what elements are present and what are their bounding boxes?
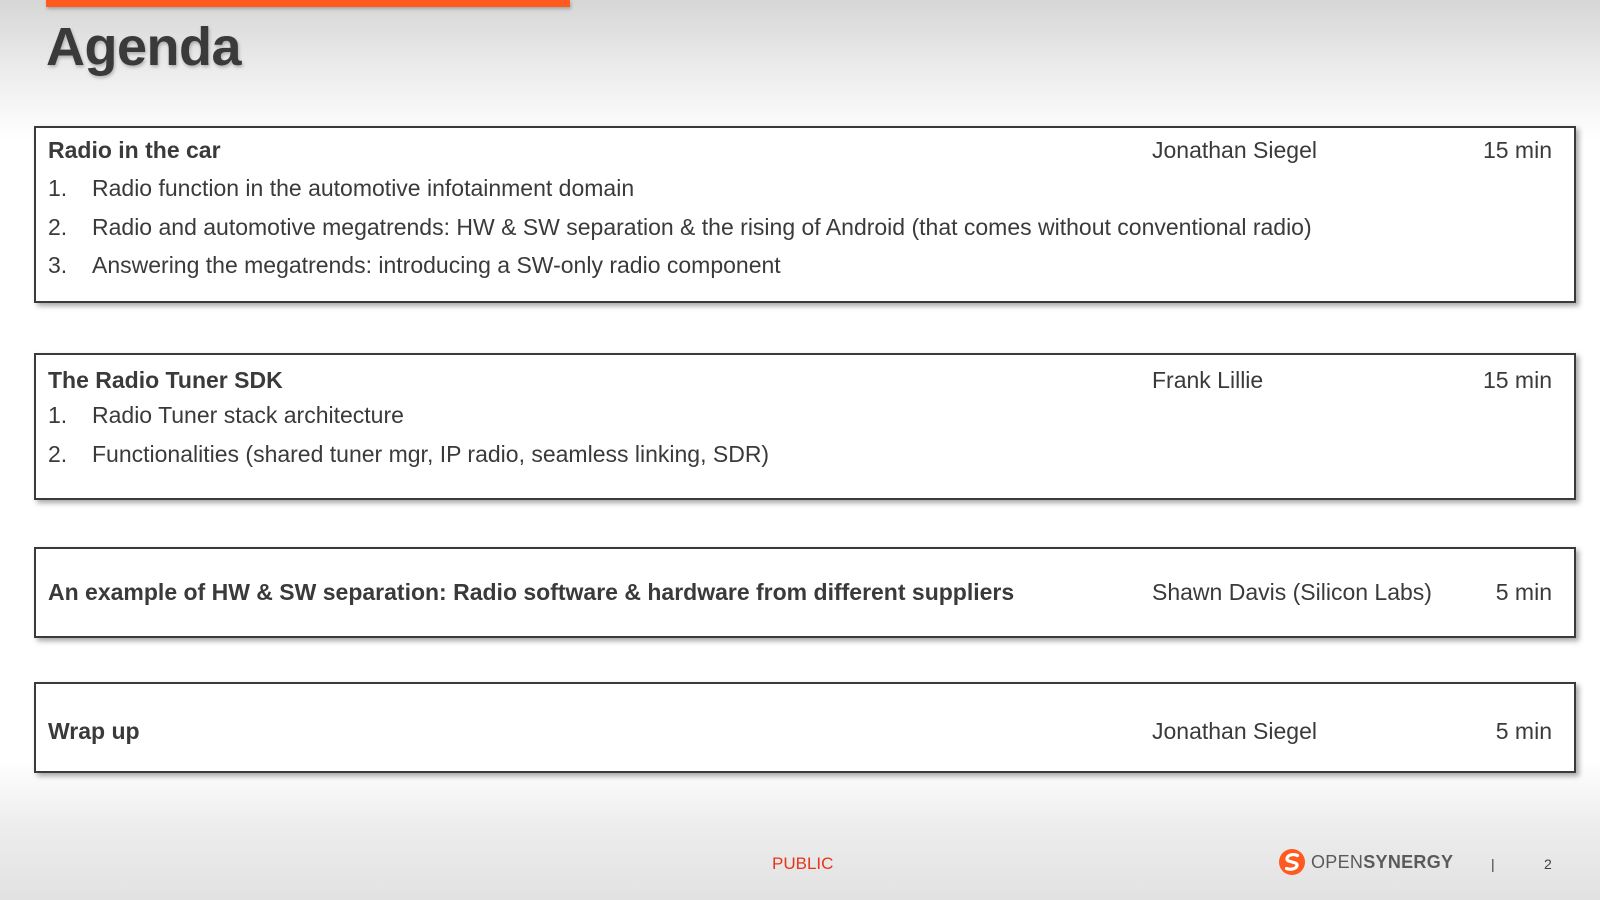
session-presenter: Shawn Davis (Silicon Labs) <box>1152 579 1432 605</box>
agenda-session-wrap-up <box>34 682 1576 773</box>
session-header <box>48 137 1552 167</box>
list-item <box>48 173 1552 212</box>
session-duration: 15 min <box>1482 137 1552 163</box>
list-item-number: 2. <box>48 213 68 240</box>
list-item-number: 2. <box>48 440 68 467</box>
agenda-session-hw-sw-separation <box>34 547 1576 638</box>
list-item <box>48 250 1552 289</box>
session-header <box>48 367 1552 397</box>
list-item-number: 1. <box>48 175 68 201</box>
session-title: Radio in the car <box>48 137 221 163</box>
list-item-number: 3. <box>48 252 68 278</box>
logo-wordmark <box>1311 852 1453 873</box>
session-title: Wrap up <box>48 718 140 744</box>
session-duration: 5 min <box>1495 718 1552 744</box>
list-item-text: Radio and automotive megatrends: HW & SW separation & the rising of Android (that comes without conventional radio) <box>92 213 1312 240</box>
list-item <box>48 439 1552 478</box>
classification-label: PUBLIC <box>772 854 834 873</box>
list-item-text: Radio Tuner stack architecture <box>92 402 404 428</box>
list-item-text: Answering the megatrends: introducing a SW-only radio component <box>92 252 781 278</box>
session-header <box>48 718 1552 748</box>
list-item-text: Functionalities (shared tuner mgr, IP radio, seamless linking, SDR) <box>92 440 770 467</box>
title-accent-bar <box>46 0 570 7</box>
session-duration: 15 min <box>1482 367 1552 393</box>
page-title: Agenda <box>46 17 242 77</box>
list-item-number: 1. <box>48 402 68 428</box>
session-title: An example of HW & SW separation: Radio software & hardware from different suppliers <box>48 579 1015 605</box>
agenda-session-radio-in-car <box>34 126 1576 303</box>
session-header <box>48 579 1552 609</box>
session-presenter: Frank Lillie <box>1152 367 1264 393</box>
list-item <box>48 212 1552 251</box>
session-topic-list <box>48 173 1552 289</box>
company-logo <box>1278 848 1453 876</box>
session-duration: 5 min <box>1495 579 1552 605</box>
page-number: 2 <box>1544 856 1552 872</box>
session-topic-list <box>48 400 1552 477</box>
list-item-text: Radio function in the automotive infotainment domain <box>92 175 635 201</box>
footer-separator: | <box>1491 856 1495 872</box>
session-presenter: Jonathan Siegel <box>1152 718 1317 744</box>
session-title: The Radio Tuner SDK <box>48 367 283 393</box>
agenda-session-radio-tuner-sdk <box>34 353 1576 500</box>
list-item <box>48 400 1552 439</box>
logo-wordmark-open: OPEN <box>1311 851 1364 872</box>
opensynergy-logo-icon <box>1278 848 1306 876</box>
session-presenter: Jonathan Siegel <box>1152 137 1317 163</box>
logo-wordmark-synergy: SYNERGY <box>1363 851 1454 872</box>
